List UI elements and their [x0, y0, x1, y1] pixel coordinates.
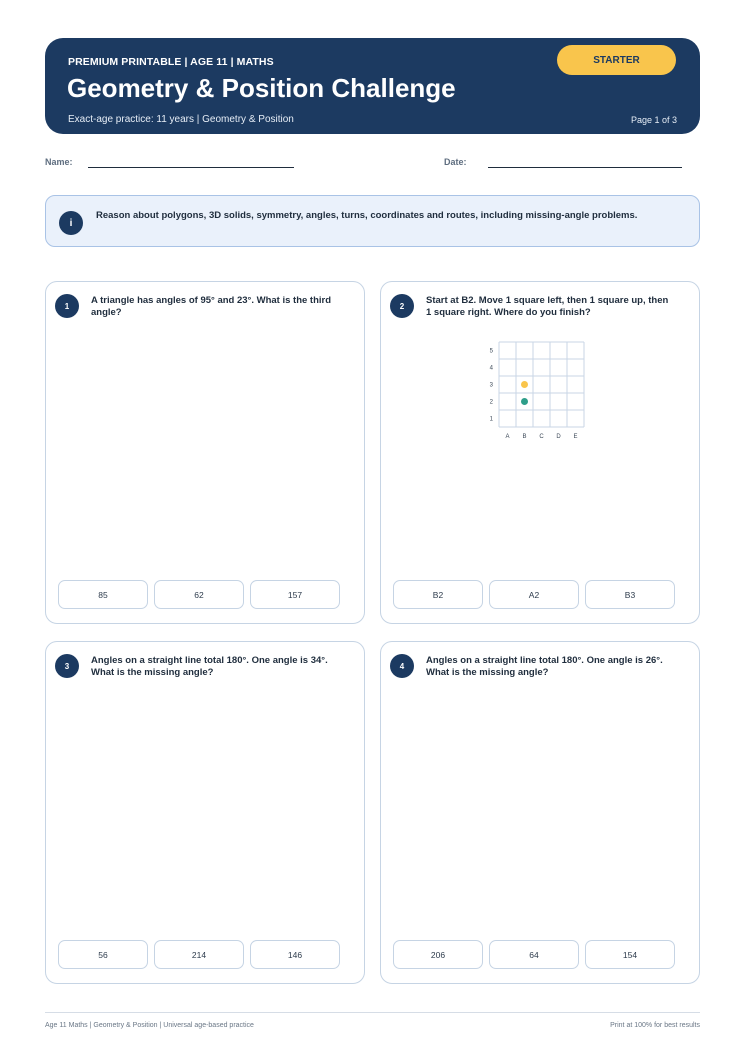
- answer-option[interactable]: B3: [585, 580, 675, 609]
- question-number: 3: [55, 654, 79, 678]
- grid-point: [521, 381, 528, 388]
- date-field[interactable]: [488, 167, 682, 168]
- date-label: Date:: [444, 157, 467, 167]
- instructions-text: Reason about polygons, 3D solids, symmetry, angles, turns, coordinates and routes, including missing-angle problems.: [96, 210, 638, 221]
- header-subtitle: Exact-age practice: 11 years | Geometry & Position: [68, 114, 294, 125]
- column-label: B: [522, 434, 527, 440]
- question-number: 4: [390, 654, 414, 678]
- name-label: Name:: [45, 157, 73, 167]
- instructions-box: [45, 195, 700, 247]
- page-number: Page 1 of 3: [630, 115, 677, 125]
- answer-option[interactable]: 157: [250, 580, 340, 609]
- worksheet-header: [45, 38, 700, 134]
- column-label: D: [556, 434, 561, 440]
- column-label: C: [539, 434, 544, 440]
- answer-option[interactable]: 154: [585, 940, 675, 969]
- footer-divider: [45, 1012, 700, 1013]
- answer-option[interactable]: 62: [154, 580, 244, 609]
- answer-option[interactable]: A2: [489, 580, 579, 609]
- answer-option[interactable]: 56: [58, 940, 148, 969]
- row-label: 5: [489, 348, 493, 355]
- coordinate-grid: [481, 339, 591, 443]
- page-title: Geometry & Position Challenge: [67, 73, 456, 103]
- answer-option[interactable]: 214: [154, 940, 244, 969]
- column-label: E: [573, 434, 578, 440]
- grid-point: [521, 398, 528, 405]
- question-card-1: [45, 281, 365, 624]
- question-text: Start at B2. Move 1 square left, then 1 square up, then 1 square right. Where do you finish?: [426, 295, 669, 318]
- answer-option[interactable]: 85: [58, 580, 148, 609]
- question-text: Angles on a straight line total 180°. One angle is 26°. What is the missing angle?: [426, 655, 663, 678]
- row-label: 2: [489, 399, 493, 406]
- question-card-2: [380, 281, 700, 624]
- column-label: A: [505, 434, 510, 440]
- header-kicker: PREMIUM PRINTABLE | AGE 11 | MATHS: [68, 56, 274, 68]
- answer-option[interactable]: B2: [393, 580, 483, 609]
- row-label: 3: [489, 382, 493, 389]
- name-field[interactable]: [88, 167, 294, 168]
- row-label: 4: [489, 365, 493, 372]
- question-text: Angles on a straight line total 180°. One angle is 34°. What is the missing angle?: [91, 655, 328, 678]
- footer-left-text: Age 11 Maths | Geometry & Position | Universal age-based practice: [45, 1022, 254, 1029]
- answer-option[interactable]: 206: [393, 940, 483, 969]
- level-badge: STARTER: [557, 45, 676, 75]
- question-card-3: [45, 641, 365, 984]
- question-number: 1: [55, 294, 79, 318]
- answer-option[interactable]: 146: [250, 940, 340, 969]
- row-label: 1: [489, 416, 493, 423]
- info-icon: i: [59, 211, 83, 235]
- question-text: A triangle has angles of 95° and 23°. What is the third angle?: [91, 295, 332, 318]
- question-number: 2: [390, 294, 414, 318]
- answer-option[interactable]: 64: [489, 940, 579, 969]
- footer-right-text: Print at 100% for best results: [610, 1022, 700, 1029]
- question-card-4: [380, 641, 700, 984]
